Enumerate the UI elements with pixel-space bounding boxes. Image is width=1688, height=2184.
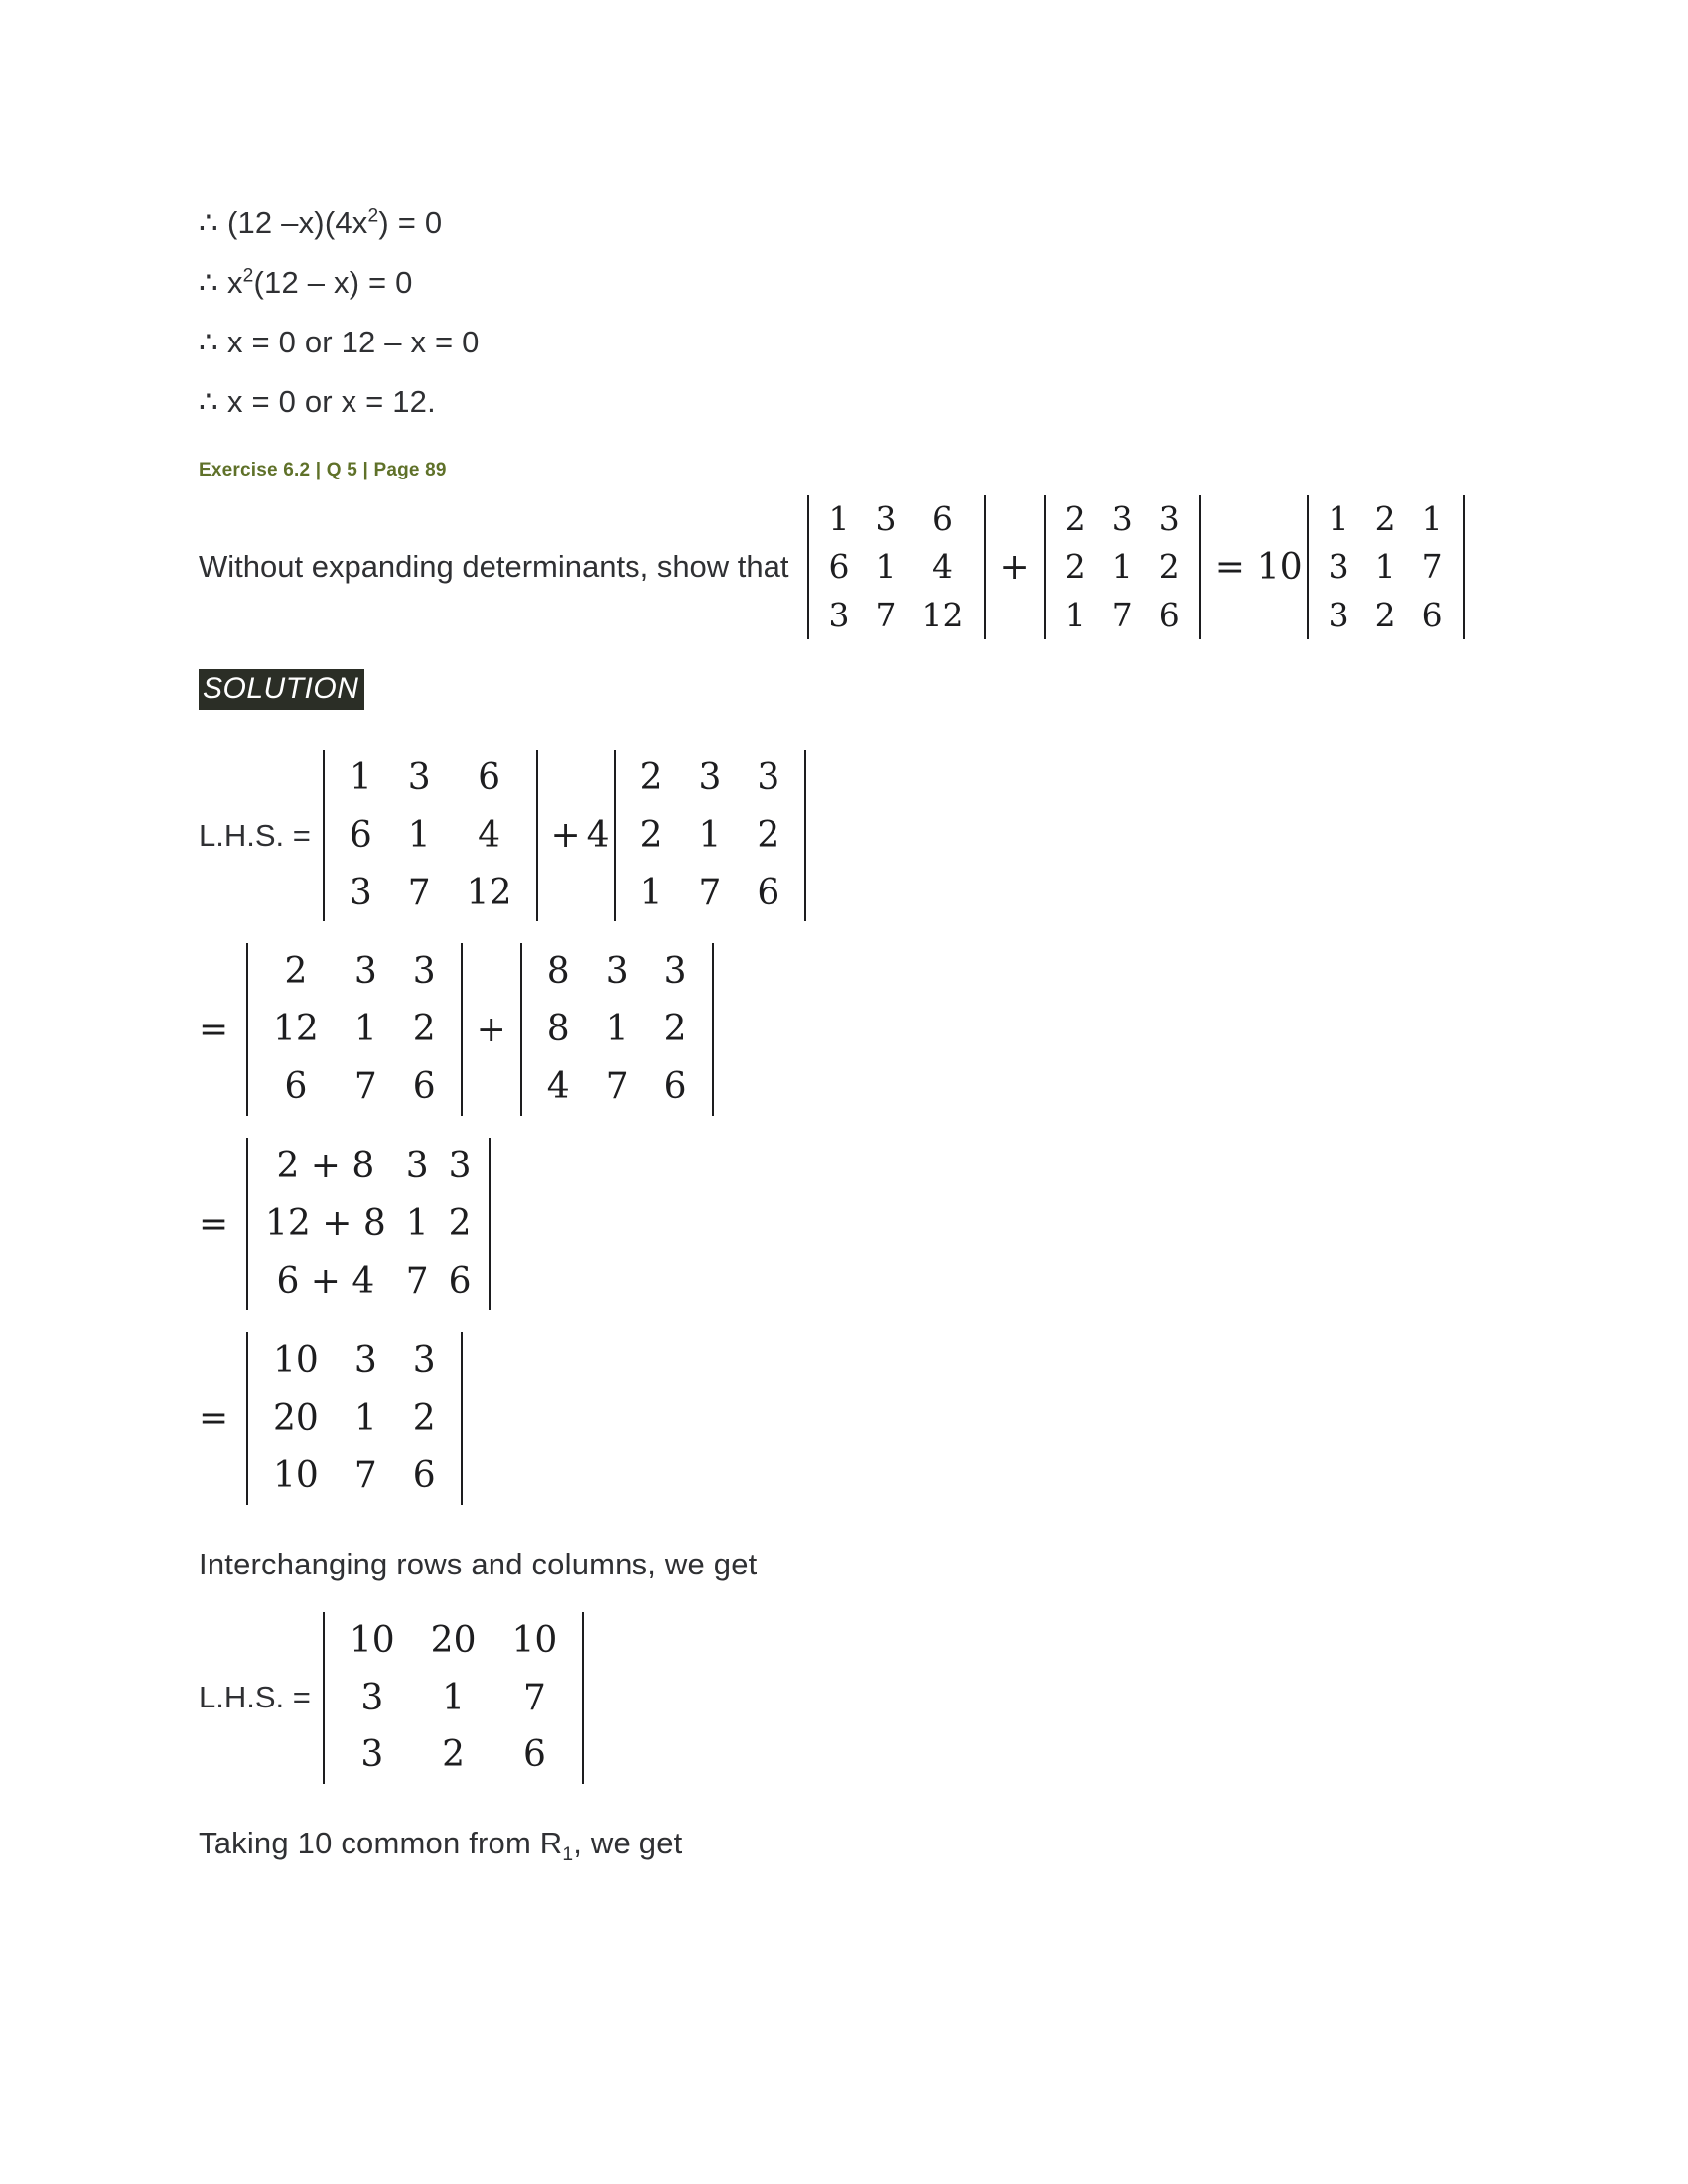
step-3-determinant [244,1138,492,1310]
determinant-row [255,1447,454,1505]
determinant-row [332,1670,575,1727]
solution-step-1 [199,750,1509,922]
determinant-cell: 6 [349,814,372,856]
determinant-row [1316,592,1456,639]
determinant-cell: 3 [605,951,629,993]
note-taking-after: , we get [573,1826,683,1861]
derivation-step-1 [199,194,1509,253]
determinant-cell: 1 [1111,547,1133,587]
step-1-lhs-label: L.H.S. = [199,817,311,853]
determinant-cell: 3 [360,1734,384,1776]
solution-step-3 [199,1138,1509,1310]
spacer [199,1509,1509,1535]
determinant-cell: 8 [546,1009,570,1050]
determinant-grid [255,943,454,1116]
determinant-cell: 2 [448,1203,472,1245]
determinant-cell: 10 [273,1339,319,1381]
step-1-determinant-a [321,750,541,922]
derivation-step-2 [199,253,1509,313]
determinant-cell: 1 [698,814,722,856]
determinant-cell: 1 [1328,499,1349,538]
spacer [199,1120,1509,1134]
determinant-bar-left [807,495,809,639]
determinant-row [529,1058,705,1116]
determinant-row [1053,543,1193,591]
determinant-bar-right [1199,495,1201,639]
question-plus-operator: + [999,546,1030,588]
determinant-cell: 3 [353,951,377,993]
determinant-cell: 12 + 8 [265,1203,386,1245]
determinant-bar-left [246,943,248,1116]
exercise-tag: Exercise 6.2 | Q 5 | Page 89 [199,460,447,480]
determinant-row [529,943,705,1001]
determinant-row [255,1001,454,1058]
determinant-bar-right [582,1612,584,1785]
note-taking-subscript: 1 [562,1844,574,1866]
step-1-text-before: (12 –x)(4x [226,205,368,240]
determinant-cell: 2 [1064,547,1086,587]
determinant-row [623,750,798,807]
determinant-cell: 6 [932,499,954,538]
determinant-cell: 7 [353,1066,377,1108]
determinant-bar-right [461,1332,463,1505]
note-taking-before: Taking 10 common from R [199,1826,563,1861]
determinant-bar-right [1463,495,1465,639]
determinant-cell: 3 [828,595,850,634]
step-3-equals-operator: = [199,1203,229,1245]
step-1-coefficient: 4 [586,815,610,857]
determinant-cell: 7 [405,1261,429,1301]
determinant-row [332,1612,575,1670]
determinant-cell: 3 [663,951,687,993]
determinant-bar-right [984,495,986,639]
determinant-grid [255,1138,482,1310]
determinant-grid [255,1332,454,1505]
determinant-cell: 1 [407,814,431,856]
question-determinant-a [805,495,988,639]
determinant-cell: 7 [698,872,722,913]
determinant-cell: 3 [353,1339,377,1381]
determinant-cell: 1 [1064,595,1086,634]
determinant-row [332,865,530,922]
determinant-cell: 1 [442,1677,466,1718]
step-2-text-before: x [226,265,243,300]
determinant-cell: 8 [546,951,570,993]
determinant-cell: 6 [478,756,501,798]
determinant-cell: 3 [448,1146,472,1187]
determinant-cell: 3 [405,1146,429,1187]
determinant-cell: 12 [466,872,512,913]
determinant-bar-left [323,1612,325,1785]
determinant-row [255,943,454,1001]
determinant-bar-right [461,943,463,1116]
step-4-determinant [244,1332,465,1505]
determinant-cell: 2 [1374,595,1396,634]
question-determinant-c [1305,495,1467,639]
determinant-cell: 2 [442,1734,466,1776]
step-5-determinant [321,1612,586,1785]
determinant-cell: 1 [1374,547,1396,587]
determinant-bar-left [1307,495,1309,639]
step-1-exponent: 2 [367,205,379,227]
determinant-cell: 2 [1064,499,1086,538]
determinant-cell: 1 [353,1009,377,1050]
determinant-cell: 4 [546,1066,570,1108]
determinant-row [255,1332,454,1390]
determinant-cell: 1 [875,547,897,587]
determinant-cell: 2 [284,951,308,993]
determinant-row [1053,592,1193,639]
determinant-cell: 3 [1328,547,1349,587]
determinant-cell: 7 [353,1454,377,1496]
determinant-row [623,807,798,865]
determinant-cell: 10 [349,1619,395,1661]
determinant-cell: 12 [921,595,964,634]
determinant-cell: 4 [478,814,501,856]
determinant-grid [529,943,705,1116]
determinant-cell: 6 [663,1066,687,1108]
determinant-row [255,1195,482,1253]
determinant-cell: 3 [412,1339,436,1381]
determinant-cell: 2 [757,814,780,856]
document-content [199,194,1509,1873]
determinant-bar-left [614,750,616,922]
step-2-determinant-a [244,943,465,1116]
determinant-bar-left [520,943,522,1116]
determinant-row [255,1138,482,1195]
step-4-equals-operator: = [199,1398,229,1439]
step-2-exponent: 2 [242,265,254,287]
question-text: Without expanding determinants, show that [199,549,789,585]
question-determinant-b [1042,495,1203,639]
derivation-step-3 [199,313,1509,372]
determinant-cell: 2 [639,756,663,798]
determinant-cell: 1 [1421,499,1443,538]
solution-badge: SOLUTION [199,669,364,710]
determinant-row [816,495,977,543]
step-1-text-after: ) = 0 [378,205,443,240]
note-taking-common [199,1814,1509,1873]
spacer [199,732,1509,746]
determinant-grid [332,1612,575,1785]
determinant-bar-left [246,1138,248,1310]
determinant-cell: 2 + 8 [276,1146,375,1187]
spacer [199,1594,1509,1608]
determinant-row [623,865,798,922]
derivation-step-4 [199,372,1509,432]
determinant-cell: 6 [284,1066,308,1108]
determinant-cell: 20 [273,1397,319,1438]
solution-step-2 [199,943,1509,1116]
determinant-cell: 10 [511,1619,558,1661]
determinant-grid [623,750,798,922]
step-5-lhs-label: L.H.S. = [199,1680,311,1715]
spacer [199,925,1509,939]
spacer [199,1314,1509,1328]
determinant-cell: 2 [1374,499,1396,538]
determinant-row [816,543,977,591]
therefore-symbol: ∴ [199,384,218,419]
spacer [199,1788,1509,1814]
determinant-cell: 6 [1158,595,1180,634]
determinant-cell: 2 [412,1009,436,1050]
determinant-row [332,1726,575,1784]
determinant-cell: 10 [273,1454,319,1496]
step-2-determinant-b [518,943,716,1116]
determinant-cell: 3 [1111,499,1133,538]
determinant-bar-left [323,750,325,922]
determinant-cell: 6 [757,872,780,913]
determinant-grid [816,495,977,639]
determinant-cell: 1 [639,872,663,913]
step-4-text: x = 0 or x = 12. [226,384,436,419]
determinant-cell: 6 [448,1261,472,1301]
determinant-bar-right [712,943,714,1116]
step-2-equals-operator: = [199,1009,229,1050]
step-2-plus-operator: + [476,1009,506,1050]
determinant-cell: 3 [407,756,431,798]
determinant-cell: 6 [412,1454,436,1496]
therefore-symbol: ∴ [199,325,218,359]
determinant-cell: 2 [1158,547,1180,587]
determinant-cell: 3 [349,872,372,913]
therefore-symbol: ∴ [199,205,218,240]
determinant-row [255,1390,454,1447]
determinant-cell: 7 [522,1677,546,1718]
determinant-cell: 2 [663,1009,687,1050]
determinant-cell: 12 [273,1009,319,1050]
determinant-grid [332,750,530,922]
determinant-cell: 4 [932,547,954,587]
determinant-grid [1316,495,1456,639]
determinant-cell: 6 [522,1734,546,1776]
determinant-cell: 6 [412,1066,436,1108]
determinant-row [529,1001,705,1058]
determinant-cell: 3 [875,499,897,538]
therefore-symbol: ∴ [199,265,218,300]
determinant-cell: 6 + 4 [276,1261,375,1301]
step-2-text-after: (12 – x) = 0 [253,265,413,300]
determinant-cell: 1 [353,1397,377,1438]
determinant-row [1316,543,1456,591]
determinant-cell: 1 [605,1009,629,1050]
determinant-grid [1053,495,1193,639]
determinant-row [1316,495,1456,543]
solution-badge-wrap [199,645,1509,732]
determinant-row [816,592,977,639]
determinant-cell: 2 [412,1397,436,1438]
determinant-cell: 1 [349,756,372,798]
determinant-row [255,1058,454,1116]
solution-step-5 [199,1612,1509,1785]
determinant-cell: 7 [605,1066,629,1108]
determinant-cell: 1 [405,1203,429,1245]
determinant-cell: 3 [412,951,436,993]
determinant-cell: 6 [1421,595,1443,634]
determinant-cell: 7 [407,872,431,913]
step-3-text: x = 0 or 12 – x = 0 [226,325,480,359]
determinant-cell: 3 [1158,499,1180,538]
determinant-cell: 3 [1328,595,1349,634]
determinant-cell: 7 [875,595,897,634]
question-row [199,495,1509,639]
determinant-cell: 3 [360,1677,384,1718]
determinant-cell: 6 [828,547,850,587]
solution-step-4 [199,1332,1509,1505]
determinant-cell: 20 [430,1619,477,1661]
determinant-cell: 7 [1111,595,1133,634]
determinant-bar-right [489,1138,491,1310]
determinant-cell: 2 [639,814,663,856]
determinant-cell: 1 [828,499,850,538]
determinant-bar-right [536,750,538,922]
determinant-cell: 3 [698,756,722,798]
determinant-cell: 3 [757,756,780,798]
note-interchanging-rows: Interchanging rows and columns, we get [199,1546,758,1581]
determinant-cell: 7 [1421,547,1443,587]
determinant-row [332,750,530,807]
step-1-determinant-b [612,750,809,922]
determinant-row [255,1253,482,1310]
question-coefficient: 10 [1256,546,1303,588]
determinant-bar-left [1044,495,1046,639]
step-1-plus-operator: + [550,815,581,857]
question-equals-operator: = [1214,546,1245,588]
determinant-row [1053,495,1193,543]
determinant-bar-left [246,1332,248,1505]
determinant-row [332,807,530,865]
determinant-bar-right [804,750,806,922]
